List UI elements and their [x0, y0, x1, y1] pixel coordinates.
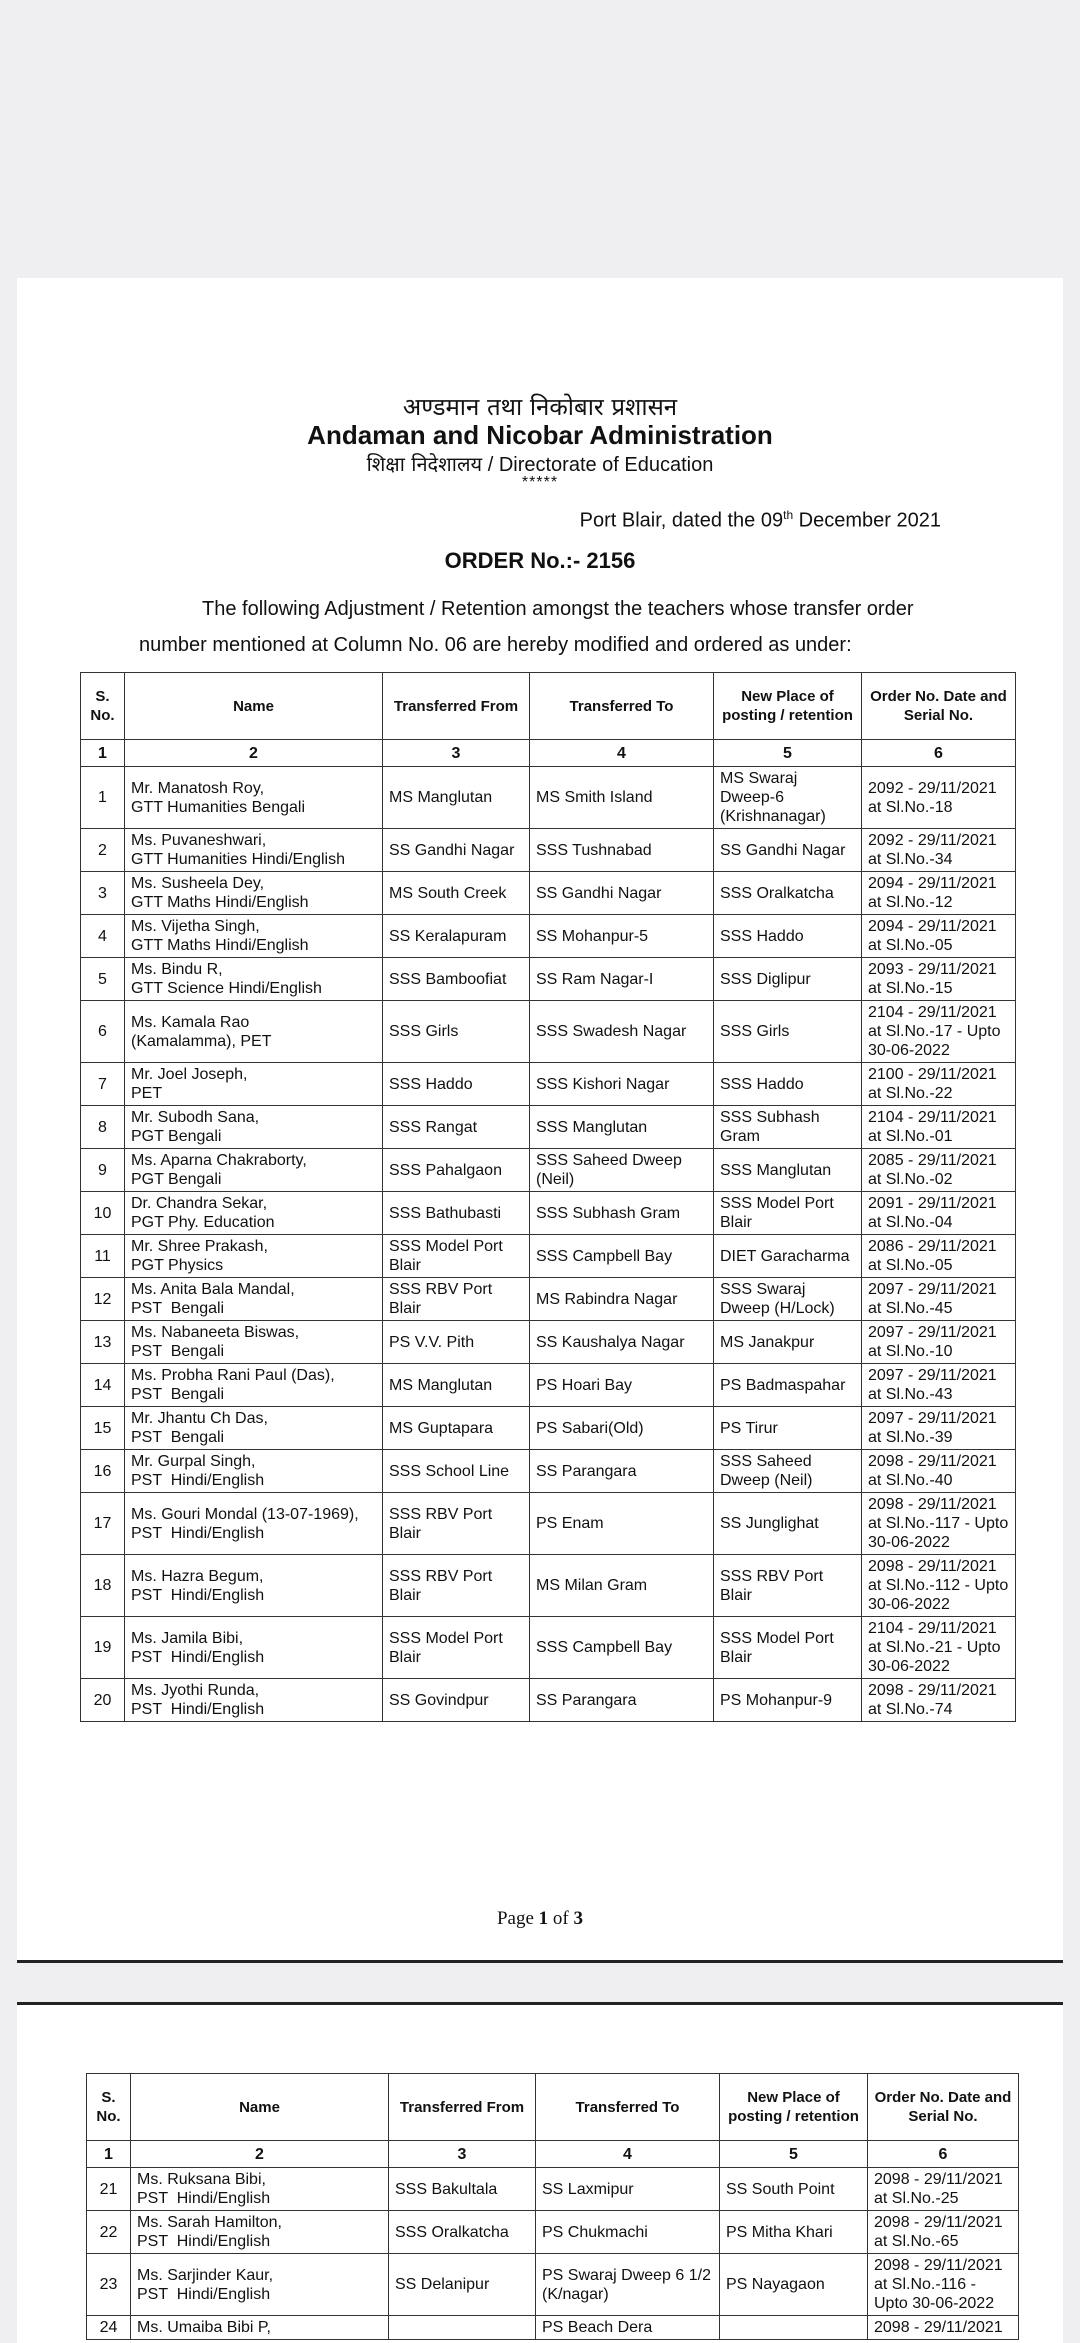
teacher-designation: PST Bengali — [131, 1386, 225, 1403]
cell-to: MS Milan Gram — [530, 1555, 714, 1617]
cell-sno: 15 — [81, 1407, 125, 1450]
col-num: 5 — [714, 740, 862, 767]
cell-sno: 20 — [81, 1679, 125, 1722]
cell-to: SS Gandhi Nagar — [530, 872, 714, 915]
cell-name — [131, 2316, 389, 2340]
cell-new-place: MS Swaraj Dweep-6 (Krishnanagar) — [714, 767, 862, 829]
table-row — [81, 1106, 1016, 1149]
cell-from: SSS School Line — [383, 1450, 530, 1493]
teacher-designation: (Kamalamma), PET — [131, 1032, 272, 1050]
teacher-designation: PST Hindi/English — [131, 1701, 265, 1718]
cell-sno: 7 — [81, 1063, 125, 1106]
cell-order: 2092 - 29/11/2021 at Sl.No.-18 — [862, 767, 1016, 829]
cell-to: SSS Swadesh Nagar — [530, 1001, 714, 1063]
teacher-designation: PGT Physics — [131, 1257, 224, 1274]
dated-sup: th — [783, 508, 794, 522]
col-num: 2 — [131, 2141, 389, 2168]
table-row — [81, 1617, 1016, 1679]
cell-sno: 14 — [81, 1364, 125, 1407]
cell-new-place: PS Tirur — [714, 1407, 862, 1450]
transfer-table-page2 — [86, 2073, 1019, 2340]
header-new-place: New Place of posting / retention — [720, 2074, 868, 2141]
cell-order: 2104 - 29/11/2021 at Sl.No.-21 - Upto 30-06-2022 — [862, 1617, 1016, 1679]
table-row — [81, 1063, 1016, 1106]
department-line — [17, 450, 1063, 477]
cell-order: 2092 - 29/11/2021 at Sl.No.-34 — [862, 829, 1016, 872]
table-body-page1 — [81, 767, 1016, 1722]
cell-to: SS Kaushalya Nagar — [530, 1321, 714, 1364]
cell-name — [125, 1617, 383, 1679]
teacher-name: Ms. Nabaneeta Biswas, — [131, 1324, 300, 1341]
cell-new-place: MS Janakpur — [714, 1321, 862, 1364]
document-page-1 — [17, 278, 1063, 1963]
cell-to: SSS Campbell Bay — [530, 1617, 714, 1679]
cell-order: 2098 - 29/11/2021 at Sl.No.-25 — [868, 2168, 1019, 2211]
teacher-name: Ms. Sarjinder Kaur, — [137, 2266, 274, 2284]
cell-new-place: SSS Oralkatcha — [714, 872, 862, 915]
table-row — [81, 1192, 1016, 1235]
table-row — [87, 2254, 1019, 2316]
table-row — [81, 1235, 1016, 1278]
order-number: ORDER No.:- 2156 — [444, 548, 636, 573]
teacher-name: Ms. Susheela Dey, — [131, 875, 265, 892]
cell-new-place: SS South Point — [720, 2168, 868, 2211]
header-from: Transferred From — [389, 2074, 536, 2141]
cell-to: PS Hoari Bay — [530, 1364, 714, 1407]
cell-name — [125, 1063, 383, 1106]
cell-new-place: SSS Girls — [714, 1001, 862, 1063]
cell-to: SS Parangara — [530, 1679, 714, 1722]
page-total: 3 — [573, 1908, 583, 1929]
cell-name — [125, 1278, 383, 1321]
cell-order: 2085 - 29/11/2021 at Sl.No.-02 — [862, 1149, 1016, 1192]
teacher-designation: PST Hindi/English — [131, 1472, 265, 1489]
table-row — [81, 1450, 1016, 1493]
teacher-name: Mr. Shree Prakash, — [131, 1238, 268, 1255]
cell-new-place: SSS Saheed Dweep (Neil) — [714, 1450, 862, 1493]
dated-suffix: December 2021 — [793, 509, 941, 532]
cell-from: SSS Model Port Blair — [383, 1617, 530, 1679]
cell-sno: 22 — [87, 2211, 131, 2254]
cell-order: 2086 - 29/11/2021 at Sl.No.-05 — [862, 1235, 1016, 1278]
english-department: Directorate of Education — [498, 454, 714, 476]
cell-to: SSS Kishori Nagar — [530, 1063, 714, 1106]
cell-to: SSS Manglutan — [530, 1106, 714, 1149]
cell-sno: 13 — [81, 1321, 125, 1364]
col-num: 6 — [862, 740, 1016, 767]
cell-to: SS Laxmipur — [536, 2168, 720, 2211]
cell-to: SSS Saheed Dweep (Neil) — [530, 1149, 714, 1192]
col-num: 2 — [125, 740, 383, 767]
teacher-name: Ms. Jyothi Runda, — [131, 1682, 260, 1699]
cell-from: MS Guptapara — [383, 1407, 530, 1450]
header-sno: S. No. — [81, 673, 125, 740]
cell-order: 2104 - 29/11/2021 at Sl.No.-01 — [862, 1106, 1016, 1149]
table-row — [81, 1679, 1016, 1722]
teacher-designation: PGT Phy. Education — [131, 1214, 275, 1231]
teacher-designation: PST Hindi/English — [137, 2190, 271, 2207]
teacher-name: Dr. Chandra Sekar, — [131, 1195, 268, 1212]
cell-new-place: SS Gandhi Nagar — [714, 829, 862, 872]
header-name: Name — [131, 2074, 389, 2141]
cell-sno: 5 — [81, 958, 125, 1001]
cell-from: SSS Bakultala — [389, 2168, 536, 2211]
dated-prefix: Port Blair, dated the 09 — [579, 509, 784, 532]
cell-from: SSS RBV Port Blair — [383, 1555, 530, 1617]
cell-sno: 8 — [81, 1106, 125, 1149]
cell-new-place: SSS Model Port Blair — [714, 1192, 862, 1235]
cell-to: PS Enam — [530, 1493, 714, 1555]
hindi-title: अण्डमान तथा निकोबार प्रशासन — [402, 393, 678, 421]
cell-order: 2100 - 29/11/2021 at Sl.No.-22 — [862, 1063, 1016, 1106]
teacher-designation: PST Hindi/English — [131, 1524, 265, 1542]
column-number-row — [81, 740, 1016, 767]
cell-order: 2104 - 29/11/2021 at Sl.No.-17 - Upto 30-06-2022 — [862, 1001, 1016, 1063]
cell-new-place: PS Badmaspahar — [714, 1364, 862, 1407]
page-number: 1 — [538, 1908, 549, 1929]
cell-to: PS Beach Dera — [536, 2316, 720, 2340]
cell-from: MS Manglutan — [383, 1364, 530, 1407]
transfer-table-page1 — [80, 672, 1016, 1722]
table-row — [81, 1001, 1016, 1063]
cell-new-place: PS Mitha Khari — [720, 2211, 868, 2254]
cell-sno: 12 — [81, 1278, 125, 1321]
table-row — [87, 2316, 1019, 2340]
english-title: Andaman and Nicobar Administration — [307, 420, 773, 450]
teacher-name: Ms. Vijetha Singh, — [131, 918, 260, 935]
table-body-page2 — [87, 2168, 1019, 2340]
cell-new-place — [720, 2316, 868, 2340]
teacher-name: Ms. Jamila Bibi, — [131, 1629, 244, 1647]
cell-sno: 23 — [87, 2254, 131, 2316]
teacher-name: Ms. Bindu R, — [131, 961, 223, 978]
cell-from: SSS Oralkatcha — [389, 2211, 536, 2254]
cell-name — [125, 1321, 383, 1364]
col-num: 1 — [81, 740, 125, 767]
cell-order: 2091 - 29/11/2021 at Sl.No.-04 — [862, 1192, 1016, 1235]
teacher-name: Mr. Jhantu Ch Das, — [131, 1410, 268, 1427]
cell-new-place: SSS Haddo — [714, 1063, 862, 1106]
cell-order: 2097 - 29/11/2021 at Sl.No.-10 — [862, 1321, 1016, 1364]
cell-order: 2098 - 29/11/2021 at Sl.No.-40 — [862, 1450, 1016, 1493]
teacher-name: Mr. Gurpal Singh, — [131, 1453, 256, 1470]
cell-from: SSS Pahalgaon — [383, 1149, 530, 1192]
header-from: Transferred From — [383, 673, 530, 740]
teacher-designation: GTT Humanities Hindi/English — [131, 851, 346, 868]
cell-from: SS Keralapuram — [383, 915, 530, 958]
cell-name — [125, 958, 383, 1001]
cell-name — [131, 2211, 389, 2254]
cell-to: PS Swaraj Dweep 6 1/2 (K/nagar) — [536, 2254, 720, 2316]
table-row — [81, 1493, 1016, 1555]
cell-new-place: DIET Garacharma — [714, 1235, 862, 1278]
col-num: 5 — [720, 2141, 868, 2168]
cell-to: PS Sabari(Old) — [530, 1407, 714, 1450]
cell-sno: 4 — [81, 915, 125, 958]
cell-from: PS V.V. Pith — [383, 1321, 530, 1364]
col-num: 3 — [389, 2141, 536, 2168]
teacher-designation: PST Bengali — [131, 1300, 225, 1317]
teacher-name: Ms. Puvaneshwari, — [131, 832, 267, 849]
cell-name — [125, 1001, 383, 1063]
teacher-name: Ms. Aparna Chakraborty, — [131, 1152, 307, 1169]
teacher-designation: GTT Maths Hindi/English — [131, 894, 309, 911]
cell-from: SSS Model Port Blair — [383, 1235, 530, 1278]
cell-sno: 6 — [81, 1001, 125, 1063]
teacher-designation: PGT Bengali — [131, 1171, 222, 1188]
cell-sno: 21 — [87, 2168, 131, 2211]
cell-from: SSS RBV Port Blair — [383, 1493, 530, 1555]
intro-paragraph-line1: The following Adjustment / Retention amongst the teachers whose transfer order — [202, 598, 914, 620]
cell-order: 2098 - 29/11/2021 at Sl.No.-116 - Upto 30-06-2022 — [868, 2254, 1019, 2316]
teacher-designation: PET — [131, 1085, 163, 1102]
table-header-row — [87, 2074, 1019, 2141]
teacher-designation: PST Hindi/English — [137, 2285, 271, 2303]
cell-to: MS Rabindra Nagar — [530, 1278, 714, 1321]
col-num: 4 — [530, 740, 714, 767]
document-page-2 — [17, 2002, 1063, 2343]
cell-sno: 3 — [81, 872, 125, 915]
cell-order: 2097 - 29/11/2021 at Sl.No.-45 — [862, 1278, 1016, 1321]
table-row — [81, 829, 1016, 872]
table-row — [81, 1407, 1016, 1450]
cell-order: 2093 - 29/11/2021 at Sl.No.-15 — [862, 958, 1016, 1001]
cell-sno: 16 — [81, 1450, 125, 1493]
teacher-designation: GTT Maths Hindi/English — [131, 937, 309, 954]
header-order: Order No. Date and Serial No. — [862, 673, 1016, 740]
cell-new-place: SSS Swaraj Dweep (H/Lock) — [714, 1278, 862, 1321]
header-to: Transferred To — [536, 2074, 720, 2141]
teacher-designation: PST Hindi/English — [131, 1586, 265, 1604]
col-num: 6 — [868, 2141, 1019, 2168]
teacher-name: Mr. Manatosh Roy, — [131, 779, 265, 797]
teacher-designation: PGT Bengali — [131, 1128, 222, 1145]
cell-order: 2094 - 29/11/2021 at Sl.No.-12 — [862, 872, 1016, 915]
table-row — [87, 2168, 1019, 2211]
cell-name — [125, 1149, 383, 1192]
cell-order: 2098 - 29/11/2021 at Sl.No.-112 - Upto 30-06-2022 — [862, 1555, 1016, 1617]
cell-from: SSS Bamboofiat — [383, 958, 530, 1001]
table-row — [81, 1321, 1016, 1364]
cell-new-place: SSS Haddo — [714, 915, 862, 958]
table-row — [81, 1364, 1016, 1407]
cell-to: SS Ram Nagar-I — [530, 958, 714, 1001]
teacher-name: Ms. Sarah Hamilton, — [137, 2214, 282, 2231]
cell-name — [125, 1235, 383, 1278]
cell-order: 2098 - 29/11/2021 at Sl.No.-74 — [862, 1679, 1016, 1722]
teacher-name: Ms. Anita Bala Mandal, — [131, 1281, 295, 1298]
table-row — [81, 958, 1016, 1001]
cell-new-place: SSS Subhash Gram — [714, 1106, 862, 1149]
col-num: 1 — [87, 2141, 131, 2168]
cell-from: SSS Bathubasti — [383, 1192, 530, 1235]
teacher-name: Ms. Kamala Rao — [131, 1013, 250, 1031]
header-order: Order No. Date and Serial No. — [868, 2074, 1019, 2141]
cell-name — [125, 872, 383, 915]
cell-new-place: PS Nayagaon — [720, 2254, 868, 2316]
cell-name — [125, 1679, 383, 1722]
intro-paragraph-line2: number mentioned at Column No. 06 are hereby modified and ordered as under: — [139, 634, 852, 656]
teacher-designation: GTT Humanities Bengali — [131, 798, 305, 816]
table-row — [81, 767, 1016, 829]
of-word: of — [552, 1908, 569, 1929]
cell-name — [125, 1493, 383, 1555]
cell-sno: 17 — [81, 1493, 125, 1555]
table-row — [81, 1555, 1016, 1617]
cell-name — [125, 767, 383, 829]
cell-order: 2098 - 29/11/2021 at Sl.No.-117 - Upto 30-06-2022 — [862, 1493, 1016, 1555]
cell-name — [131, 2168, 389, 2211]
cell-new-place: PS Mohanpur-9 — [714, 1679, 862, 1722]
hindi-department: शिक्षा निदेशालय — [366, 452, 483, 476]
cell-sno: 11 — [81, 1235, 125, 1278]
page-word: Page — [496, 1908, 534, 1929]
cell-name — [125, 829, 383, 872]
teacher-name: Ms. Probha Rani Paul (Das), — [131, 1367, 335, 1384]
cell-name — [125, 915, 383, 958]
teacher-name: Ms. Umaiba Bibi P, — [137, 2319, 271, 2336]
cell-to: SS Parangara — [530, 1450, 714, 1493]
table-header-row — [81, 673, 1016, 740]
cell-from: SSS RBV Port Blair — [383, 1278, 530, 1321]
department-separator: / — [487, 454, 494, 476]
cell-name — [131, 2254, 389, 2316]
table-row — [81, 872, 1016, 915]
cell-sno: 9 — [81, 1149, 125, 1192]
col-num: 3 — [383, 740, 530, 767]
cell-name — [125, 1192, 383, 1235]
stars-divider: ***** — [521, 474, 559, 491]
cell-to: SS Mohanpur-5 — [530, 915, 714, 958]
cell-new-place: SSS Manglutan — [714, 1149, 862, 1192]
cell-name — [125, 1364, 383, 1407]
cell-to: SSS Subhash Gram — [530, 1192, 714, 1235]
cell-name — [125, 1555, 383, 1617]
dated-line — [580, 508, 941, 533]
cell-name — [125, 1106, 383, 1149]
header-new-place: New Place of posting / retention — [714, 673, 862, 740]
teacher-name: Mr. Subodh Sana, — [131, 1109, 260, 1126]
cell-new-place: SSS RBV Port Blair — [714, 1555, 862, 1617]
cell-new-place: SS Junglighat — [714, 1493, 862, 1555]
teacher-designation: PST Bengali — [131, 1343, 225, 1360]
cell-from: MS South Creek — [383, 872, 530, 915]
cell-order: 2098 - 29/11/2021 — [868, 2316, 1019, 2340]
teacher-designation: PST Hindi/English — [137, 2233, 271, 2250]
cell-from: SSS Girls — [383, 1001, 530, 1063]
page-footer — [17, 1908, 1063, 1930]
cell-sno: 24 — [87, 2316, 131, 2340]
teacher-name: Ms. Ruksana Bibi, — [137, 2171, 266, 2188]
cell-sno: 2 — [81, 829, 125, 872]
table-row — [81, 1149, 1016, 1192]
cell-new-place: SSS Model Port Blair — [714, 1617, 862, 1679]
table-row — [81, 1278, 1016, 1321]
cell-sno: 1 — [81, 767, 125, 829]
cell-order: 2097 - 29/11/2021 at Sl.No.-39 — [862, 1407, 1016, 1450]
teacher-name: Mr. Joel Joseph, — [131, 1066, 248, 1083]
cell-name — [125, 1407, 383, 1450]
table-row — [81, 915, 1016, 958]
cell-to: MS Smith Island — [530, 767, 714, 829]
cell-to: SSS Tushnabad — [530, 829, 714, 872]
cell-from: SSS Rangat — [383, 1106, 530, 1149]
cell-from: MS Manglutan — [383, 767, 530, 829]
cell-order: 2097 - 29/11/2021 at Sl.No.-43 — [862, 1364, 1016, 1407]
cell-from: SS Delanipur — [389, 2254, 536, 2316]
cell-from: SS Gandhi Nagar — [383, 829, 530, 872]
header-to: Transferred To — [530, 673, 714, 740]
cell-from: SS Govindpur — [383, 1679, 530, 1722]
teacher-designation: GTT Science Hindi/English — [131, 980, 322, 997]
teacher-designation: PST Hindi/English — [131, 1648, 265, 1666]
cell-to: SSS Campbell Bay — [530, 1235, 714, 1278]
cell-order: 2094 - 29/11/2021 at Sl.No.-05 — [862, 915, 1016, 958]
cell-sno: 18 — [81, 1555, 125, 1617]
column-number-row — [87, 2141, 1019, 2168]
cell-to: PS Chukmachi — [536, 2211, 720, 2254]
cell-from: SSS Haddo — [383, 1063, 530, 1106]
cell-sno: 10 — [81, 1192, 125, 1235]
cell-order: 2098 - 29/11/2021 at Sl.No.-65 — [868, 2211, 1019, 2254]
col-num: 4 — [536, 2141, 720, 2168]
cell-new-place: SSS Diglipur — [714, 958, 862, 1001]
cell-name — [125, 1450, 383, 1493]
cell-from — [389, 2316, 536, 2340]
header-sno: S. No. — [87, 2074, 131, 2141]
teacher-name: Ms. Gouri Mondal (13-07-1969), — [131, 1505, 359, 1523]
header-name: Name — [125, 673, 383, 740]
teacher-name: Ms. Hazra Begum, — [131, 1567, 264, 1585]
table-row — [87, 2211, 1019, 2254]
cell-sno: 19 — [81, 1617, 125, 1679]
teacher-designation: PST Bengali — [131, 1429, 225, 1446]
